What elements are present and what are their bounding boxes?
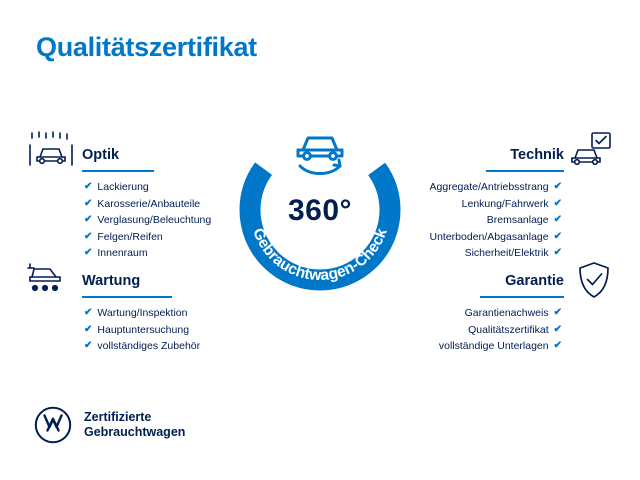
check-icon: ✔ — [84, 247, 93, 259]
list-item — [84, 305, 200, 322]
footer-text — [84, 410, 185, 440]
footer-line-2: Gebrauchtwagen — [84, 425, 186, 439]
check-icon: ✔ — [84, 307, 93, 319]
section-rule-wartung — [82, 296, 172, 298]
check-icon: ✔ — [553, 181, 562, 193]
list-item — [84, 212, 211, 229]
check-icon: ✔ — [553, 307, 562, 319]
list-item — [430, 245, 563, 262]
badge-center-label: 360° — [287, 194, 353, 227]
footer — [34, 406, 185, 444]
list-item-label: Bremsanlage — [486, 214, 549, 227]
list-item — [84, 229, 211, 246]
badge-curved-label: Gebrauchtwagen-Check — [249, 225, 391, 285]
list-item-label: Innenraum — [97, 247, 148, 260]
checklist-garantie — [439, 305, 562, 355]
list-item-label: Lackierung — [97, 181, 149, 194]
check-icon: ✔ — [84, 197, 93, 209]
360-check-badge — [228, 118, 412, 302]
section-heading-technik: Technik — [510, 147, 564, 163]
section-heading-wartung: Wartung — [82, 273, 141, 289]
list-item-label: Hauptuntersuchung — [97, 323, 190, 336]
list-item — [439, 338, 562, 355]
check-icon: ✔ — [84, 323, 93, 335]
check-icon: ✔ — [553, 214, 562, 226]
list-item — [84, 338, 200, 355]
check-icon: ✔ — [84, 181, 93, 193]
list-item-label: Unterboden/Abgasanlage — [429, 230, 549, 243]
car-wash-icon — [28, 131, 74, 172]
section-heading-optik: Optik — [82, 147, 120, 163]
list-item-label: Wartung/Inspektion — [97, 307, 188, 320]
checklist-wartung — [84, 305, 200, 355]
list-item-label: Karosserie/Anbauteile — [97, 197, 201, 210]
list-item-label: Verglasung/Beleuchtung — [97, 214, 212, 227]
check-icon: ✔ — [84, 230, 93, 242]
page-title: Qualitätszertifikat — [36, 32, 257, 62]
list-item — [430, 212, 563, 229]
list-item — [84, 322, 200, 339]
checklist-optik — [84, 179, 211, 262]
check-icon: ✔ — [553, 340, 562, 352]
check-icon: ✔ — [553, 197, 562, 209]
check-icon: ✔ — [553, 323, 562, 335]
section-heading-garantie: Garantie — [505, 273, 564, 289]
car-lift-icon — [26, 258, 74, 301]
list-item-label: Sicherheit/Elektrik — [464, 247, 549, 260]
list-item — [84, 179, 211, 196]
list-item-label: Aggregate/Antriebsstrang — [429, 181, 549, 194]
list-item — [430, 179, 563, 196]
list-item — [430, 196, 563, 213]
check-icon: ✔ — [84, 214, 93, 226]
list-item-label: Qualitätszertifikat — [468, 323, 549, 336]
list-item-label: Lenkung/Fahrwerk — [461, 197, 549, 210]
list-item-label: Garantienachweis — [464, 307, 549, 320]
list-item-label: vollständige Unterlagen — [438, 340, 549, 353]
list-item-label: vollständiges Zubehör — [97, 340, 201, 353]
checklist-technik — [430, 179, 563, 262]
car-checklist-icon — [568, 131, 614, 172]
list-item — [84, 245, 211, 262]
footer-line-1: Zertifizierte — [84, 410, 152, 424]
check-icon: ✔ — [553, 230, 562, 242]
section-rule-technik — [486, 170, 564, 172]
section-rule-optik — [82, 170, 154, 172]
list-item — [439, 322, 562, 339]
section-rule-garantie — [480, 296, 564, 298]
shield-check-icon — [574, 260, 614, 305]
list-item — [84, 196, 211, 213]
vw-logo — [34, 406, 72, 444]
check-icon: ✔ — [553, 247, 562, 259]
list-item — [439, 305, 562, 322]
list-item-label: Felgen/Reifen — [97, 230, 163, 243]
list-item — [430, 229, 563, 246]
check-icon: ✔ — [84, 340, 93, 352]
